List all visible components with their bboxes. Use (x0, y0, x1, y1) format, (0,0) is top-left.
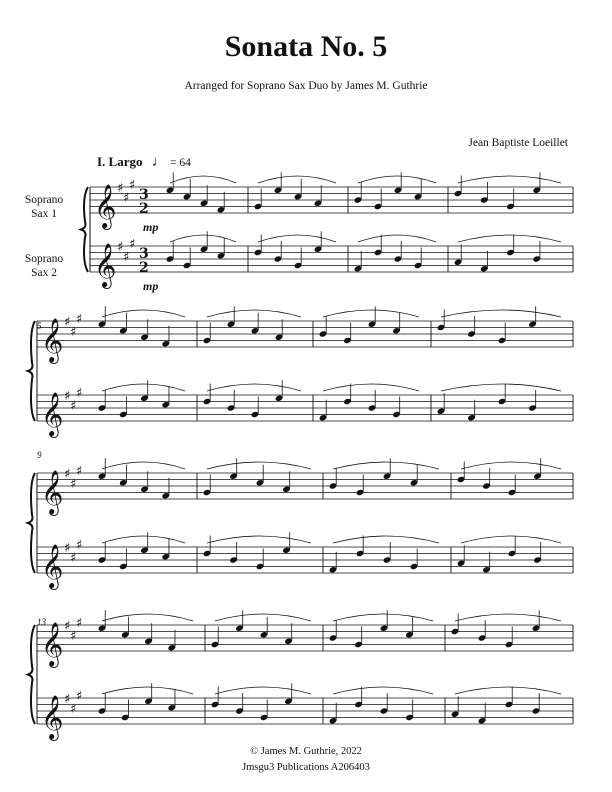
sharp-icon: ♯ (76, 385, 83, 401)
sharp-icon: ♯ (76, 537, 83, 553)
system-brace (28, 321, 35, 421)
sharp-icon: ♯ (64, 541, 71, 556)
slur (207, 310, 301, 317)
time-signature-top: 3 (139, 187, 149, 203)
sharp-icon: ♯ (76, 311, 83, 327)
system-brace (81, 187, 88, 272)
sharp-icon: ♯ (70, 398, 77, 414)
slur (358, 176, 436, 183)
instrument-part: Sax 1 (31, 208, 57, 220)
dynamic-marking: mp (143, 220, 159, 234)
slur (455, 687, 561, 694)
treble-clef-icon: 𝄞 (41, 392, 64, 436)
treble-clef-icon: 𝄞 (41, 318, 64, 362)
publisher-line: Jmsgu3 Publications A206403 (242, 762, 370, 773)
slur (333, 462, 439, 469)
sharp-icon: ♯ (64, 692, 71, 707)
slur (102, 687, 193, 694)
measure-number: 9 (37, 450, 42, 460)
slur (323, 310, 419, 317)
sharp-icon: ♯ (123, 190, 130, 206)
slur (215, 614, 311, 621)
slur (333, 687, 433, 694)
copyright-line: © James M. Guthrie, 2022 (250, 746, 362, 757)
time-signature-bottom: 2 (139, 260, 149, 276)
slur (102, 536, 185, 543)
sharp-icon: ♯ (64, 389, 71, 404)
sharp-icon: ♯ (64, 315, 71, 330)
system-brace (28, 625, 35, 724)
slur (207, 536, 311, 543)
time-signature-top: 3 (139, 246, 149, 262)
slur (358, 235, 436, 242)
system-brace (28, 473, 35, 573)
sharp-icon: ♯ (123, 249, 130, 265)
treble-clef-icon: 𝄞 (41, 695, 64, 739)
sharp-icon: ♯ (70, 550, 77, 566)
slur (102, 614, 193, 621)
sharp-icon: ♯ (129, 177, 136, 193)
dynamic-marking: mp (143, 279, 159, 293)
slur (458, 235, 561, 242)
sharp-icon: ♯ (70, 628, 77, 644)
sharp-icon: ♯ (64, 619, 71, 634)
arrangement-subtitle: Arranged for Soprano Sax Duo by James M. Guthrie (184, 80, 428, 92)
treble-clef-icon: 𝄞 (94, 184, 117, 228)
sharp-icon: ♯ (64, 467, 71, 482)
sharp-icon: ♯ (76, 463, 83, 479)
tempo-bpm: = 64 (170, 157, 191, 169)
slur (102, 462, 185, 469)
slur (170, 176, 236, 183)
sharp-icon: ♯ (70, 701, 77, 717)
instrument-name: Soprano (24, 253, 64, 265)
instrument-part: Sax 2 (31, 267, 57, 279)
slur (455, 614, 561, 621)
treble-clef-icon: 𝄞 (41, 622, 64, 666)
sharp-icon: ♯ (76, 615, 83, 631)
slur (102, 310, 185, 317)
slur (207, 384, 301, 391)
slur (258, 235, 336, 242)
sharp-icon: ♯ (117, 181, 124, 196)
time-signature-bottom: 2 (139, 201, 149, 217)
slur (258, 176, 336, 183)
quarter-note-icon: ♩ (151, 154, 167, 170)
treble-clef-icon: 𝄞 (41, 470, 64, 514)
instrument-name: Soprano (24, 194, 64, 206)
sharp-icon: ♯ (129, 236, 136, 252)
slur (441, 310, 561, 317)
score-title: Sonata No. 5 (224, 30, 388, 63)
slur (207, 462, 311, 469)
slur (215, 687, 311, 694)
treble-clef-icon: 𝄞 (41, 544, 64, 588)
slur (170, 235, 236, 242)
slur (458, 176, 561, 183)
sharp-icon: ♯ (70, 476, 77, 492)
measure-number: 13 (37, 617, 46, 627)
movement-title: I. Largo (97, 154, 143, 169)
composer-credit: Jean Baptiste Loeillet (468, 137, 568, 149)
sharp-icon: ♯ (70, 324, 77, 340)
slur (461, 536, 561, 543)
slur (333, 614, 433, 621)
slur (441, 384, 561, 391)
slur (333, 536, 439, 543)
slur (102, 384, 185, 391)
slur (323, 384, 419, 391)
measure-number: 5 (37, 321, 42, 331)
slur (461, 462, 561, 469)
treble-clef-icon: 𝄞 (94, 243, 117, 287)
sharp-icon: ♯ (76, 688, 83, 704)
sharp-icon: ♯ (117, 240, 124, 255)
